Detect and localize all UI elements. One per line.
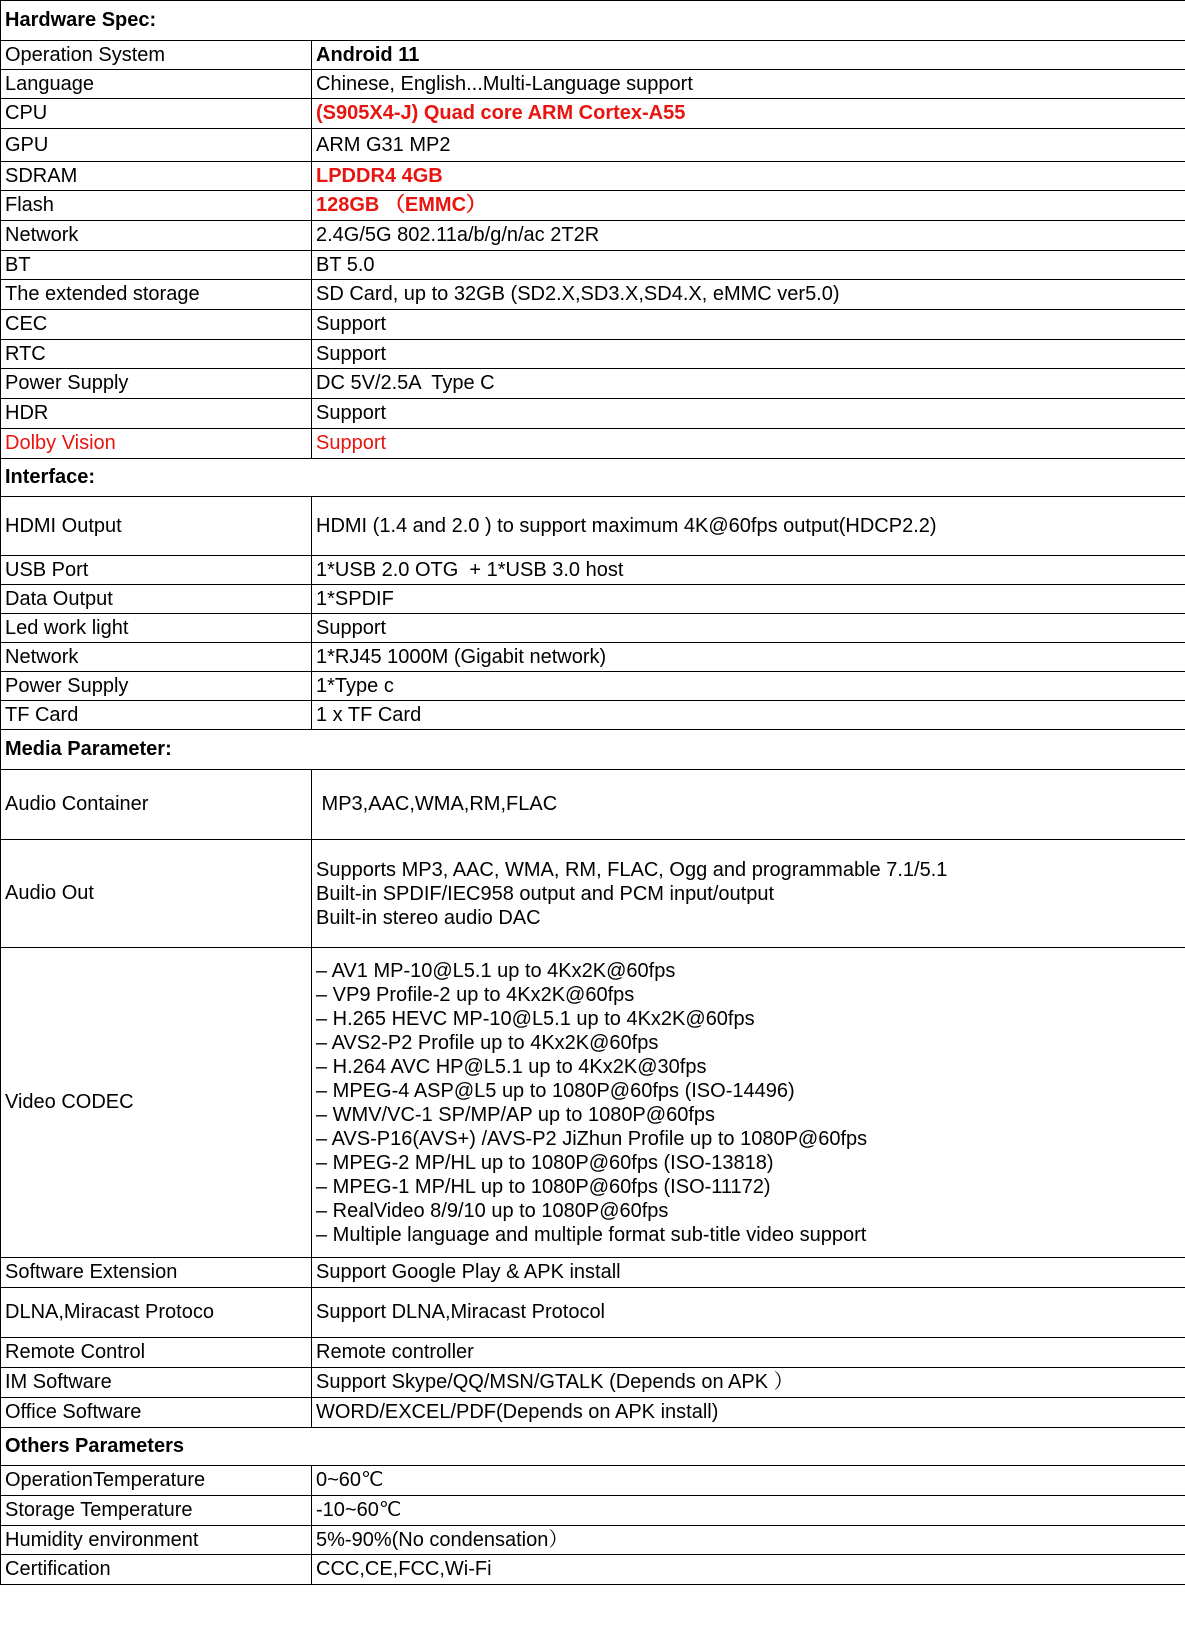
spec-label: Office Software bbox=[1, 1398, 312, 1428]
spec-label: Dolby Vision bbox=[1, 429, 312, 459]
spec-label: Audio Out bbox=[1, 840, 312, 948]
section-header-row bbox=[1, 1, 1185, 41]
spec-label: Language bbox=[1, 70, 312, 99]
spec-label: RTC bbox=[1, 340, 312, 369]
spec-row bbox=[1, 1555, 1185, 1585]
spec-row bbox=[1, 99, 1185, 129]
spec-row bbox=[1, 129, 1185, 162]
spec-label: HDR bbox=[1, 399, 312, 429]
spec-label: IM Software bbox=[1, 1368, 312, 1398]
spec-value: 1*Type c bbox=[312, 672, 1185, 701]
spec-row bbox=[1, 643, 1185, 672]
spec-label: Remote Control bbox=[1, 1338, 312, 1368]
spec-label: SDRAM bbox=[1, 162, 312, 191]
spec-value: 128GB （EMMC） bbox=[312, 191, 1185, 221]
spec-row bbox=[1, 1398, 1185, 1428]
spec-value-line: – MPEG-2 MP/HL up to 1080P@60fps (ISO-13818) bbox=[316, 1151, 774, 1174]
spec-row bbox=[1, 840, 1185, 948]
spec-value-line: – MPEG-4 ASP@L5 up to 1080P@60fps (ISO-14496) bbox=[316, 1079, 795, 1102]
spec-row bbox=[1, 556, 1185, 585]
spec-label: Network bbox=[1, 221, 312, 251]
spec-row bbox=[1, 41, 1185, 70]
spec-label: USB Port bbox=[1, 556, 312, 585]
spec-value-line: Built-in stereo audio DAC bbox=[316, 906, 541, 929]
spec-value: SD Card, up to 32GB (SD2.X,SD3.X,SD4.X, eMMC ver5.0) bbox=[312, 280, 1185, 310]
section-header-row bbox=[1, 1428, 1185, 1466]
spec-label: GPU bbox=[1, 129, 312, 162]
spec-label: OperationTemperature bbox=[1, 1466, 312, 1496]
spec-label: Power Supply bbox=[1, 369, 312, 399]
spec-label: Power Supply bbox=[1, 672, 312, 701]
spec-value bbox=[312, 948, 1185, 1258]
spec-value: ARM G31 MP2 bbox=[312, 129, 1185, 162]
section-header-row bbox=[1, 459, 1185, 497]
spec-value: 1*USB 2.0 OTG + 1*USB 3.0 host bbox=[312, 556, 1185, 585]
spec-label: Operation System bbox=[1, 41, 312, 70]
spec-value: Android 11 bbox=[312, 41, 1185, 70]
spec-row bbox=[1, 1258, 1185, 1288]
spec-row bbox=[1, 1368, 1185, 1398]
spec-row bbox=[1, 221, 1185, 251]
spec-row bbox=[1, 1526, 1185, 1555]
spec-value: DC 5V/2.5A Type C bbox=[312, 369, 1185, 399]
section-header-row bbox=[1, 730, 1185, 770]
spec-value: (S905X4-J) Quad core ARM Cortex-A55 bbox=[312, 99, 1185, 129]
spec-value: Support bbox=[312, 310, 1185, 340]
section-title: Others Parameters bbox=[1, 1428, 1185, 1466]
spec-value: 0~60℃ bbox=[312, 1466, 1185, 1496]
spec-value-line: Supports MP3, AAC, WMA, RM, FLAC, Ogg and programmable 7.1/5.1 bbox=[316, 858, 948, 881]
spec-value: Remote controller bbox=[312, 1338, 1185, 1368]
spec-label: Software Extension bbox=[1, 1258, 312, 1288]
spec-row bbox=[1, 614, 1185, 643]
spec-label: BT bbox=[1, 251, 312, 280]
spec-value: 1 x TF Card bbox=[312, 701, 1185, 730]
spec-row bbox=[1, 948, 1185, 1258]
spec-label: Network bbox=[1, 643, 312, 672]
spec-label: Data Output bbox=[1, 585, 312, 614]
spec-value: 5%-90%(No condensation） bbox=[312, 1526, 1185, 1555]
spec-row bbox=[1, 399, 1185, 429]
spec-row bbox=[1, 1288, 1185, 1338]
spec-value: CCC,CE,FCC,Wi-Fi bbox=[312, 1555, 1185, 1585]
spec-value: LPDDR4 4GB bbox=[312, 162, 1185, 191]
spec-label: HDMI Output bbox=[1, 497, 312, 556]
spec-value: Support Skype/QQ/MSN/GTALK (Depends on APK ） bbox=[312, 1368, 1185, 1398]
spec-value: Support bbox=[312, 340, 1185, 369]
spec-value-line: – AV1 MP-10@L5.1 up to 4Kx2K@60fps bbox=[316, 959, 676, 982]
spec-row bbox=[1, 497, 1185, 556]
spec-row bbox=[1, 1338, 1185, 1368]
spec-label: Led work light bbox=[1, 614, 312, 643]
spec-row bbox=[1, 701, 1185, 730]
spec-label: CPU bbox=[1, 99, 312, 129]
spec-value: Support Google Play & APK install bbox=[312, 1258, 1185, 1288]
spec-row bbox=[1, 429, 1185, 459]
spec-value bbox=[312, 840, 1185, 948]
spec-label: Humidity environment bbox=[1, 1526, 312, 1555]
spec-row bbox=[1, 310, 1185, 340]
spec-value-line: – AVS-P16(AVS+) /AVS-P2 JiZhun Profile up to 1080P@60fps bbox=[316, 1127, 868, 1150]
spec-label: CEC bbox=[1, 310, 312, 340]
spec-value: Support bbox=[312, 429, 1185, 459]
spec-label: The extended storage bbox=[1, 280, 312, 310]
spec-value: Support bbox=[312, 614, 1185, 643]
section-title: Hardware Spec: bbox=[1, 1, 1185, 41]
spec-value-line: – AVS2-P2 Profile up to 4Kx2K@60fps bbox=[316, 1031, 659, 1054]
spec-value: BT 5.0 bbox=[312, 251, 1185, 280]
spec-row bbox=[1, 340, 1185, 369]
spec-row bbox=[1, 369, 1185, 399]
spec-value-line: – H.264 AVC HP@L5.1 up to 4Kx2K@30fps bbox=[316, 1055, 707, 1078]
spec-row bbox=[1, 280, 1185, 310]
spec-label: DLNA,Miracast Protoco bbox=[1, 1288, 312, 1338]
spec-value: 1*RJ45 1000M (Gigabit network) bbox=[312, 643, 1185, 672]
spec-value: WORD/EXCEL/PDF(Depends on APK install) bbox=[312, 1398, 1185, 1428]
spec-label: Flash bbox=[1, 191, 312, 221]
spec-value-line: – RealVideo 8/9/10 up to 1080P@60fps bbox=[316, 1199, 669, 1222]
spec-value: Support DLNA,Miracast Protocol bbox=[312, 1288, 1185, 1338]
spec-row bbox=[1, 70, 1185, 99]
spec-row bbox=[1, 672, 1185, 701]
spec-value: Support bbox=[312, 399, 1185, 429]
spec-row bbox=[1, 1496, 1185, 1526]
spec-value: -10~60℃ bbox=[312, 1496, 1185, 1526]
spec-label: Audio Container bbox=[1, 770, 312, 840]
spec-value: MP3,AAC,WMA,RM,FLAC bbox=[312, 770, 1185, 840]
spec-value-line: – Multiple language and multiple format sub-title video support bbox=[316, 1223, 867, 1246]
spec-label: Video CODEC bbox=[1, 948, 312, 1258]
spec-value-line: Built-in SPDIF/IEC958 output and PCM input/output bbox=[316, 882, 775, 905]
spec-value: 1*SPDIF bbox=[312, 585, 1185, 614]
spec-value: 2.4G/5G 802.11a/b/g/n/ac 2T2R bbox=[312, 221, 1185, 251]
spec-value: HDMI (1.4 and 2.0 ) to support maximum 4K@60fps output(HDCP2.2) bbox=[312, 497, 1185, 556]
spec-row bbox=[1, 191, 1185, 221]
spec-row bbox=[1, 770, 1185, 840]
spec-label: Certification bbox=[1, 1555, 312, 1585]
section-title: Media Parameter: bbox=[1, 730, 1185, 770]
spec-value-line: – WMV/VC-1 SP/MP/AP up to 1080P@60fps bbox=[316, 1103, 716, 1126]
spec-label: Storage Temperature bbox=[1, 1496, 312, 1526]
spec-value: Chinese, English...Multi-Language support bbox=[312, 70, 1185, 99]
spec-value-line: – VP9 Profile-2 up to 4Kx2K@60fps bbox=[316, 983, 635, 1006]
spec-value-line: – MPEG-1 MP/HL up to 1080P@60fps (ISO-11172) bbox=[316, 1175, 771, 1198]
spec-row bbox=[1, 162, 1185, 191]
spec-row bbox=[1, 585, 1185, 614]
spec-row bbox=[1, 1466, 1185, 1496]
spec-label: TF Card bbox=[1, 701, 312, 730]
spec-row bbox=[1, 251, 1185, 280]
section-title: Interface: bbox=[1, 459, 1185, 497]
spec-table-body bbox=[1, 1, 1185, 1585]
spec-value-line: – H.265 HEVC MP-10@L5.1 up to 4Kx2K@60fps bbox=[316, 1007, 755, 1030]
